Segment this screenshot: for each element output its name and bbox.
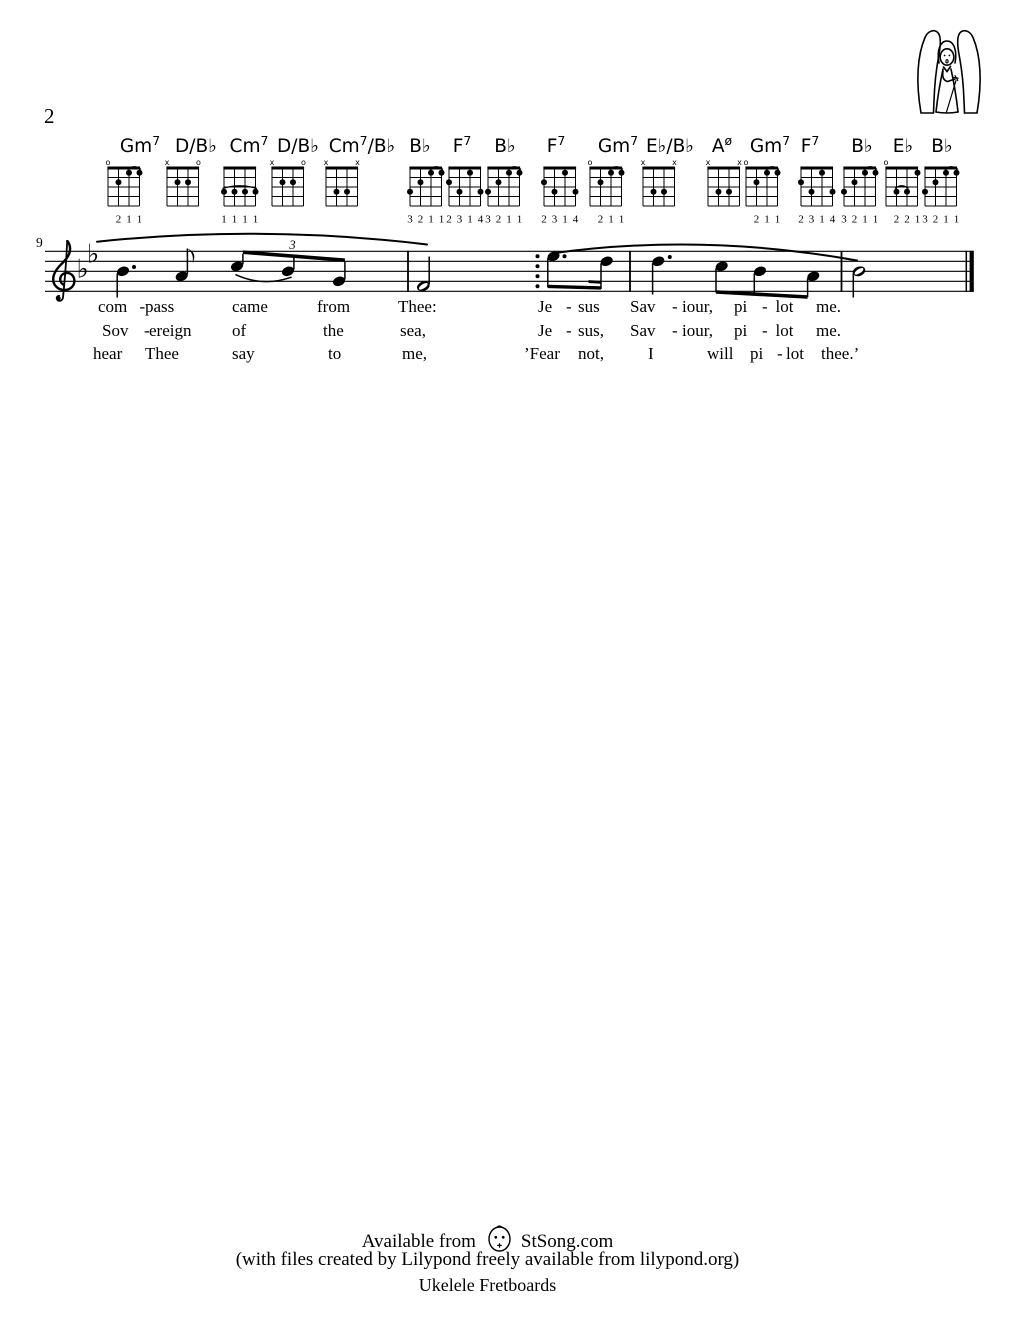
fretboard-diagram-db <box>160 159 206 225</box>
lyric-syllable: Je <box>538 320 553 340</box>
finger-dot <box>829 188 835 194</box>
fingering-number: 3 <box>922 213 928 225</box>
lyric-syllable: ereign <box>149 320 192 340</box>
open-string-marker: o <box>587 158 593 167</box>
finger-dot <box>851 179 857 185</box>
lyric-syllable: sus <box>578 297 600 317</box>
lyric-syllable: sea, <box>400 320 426 340</box>
finger-dot <box>344 188 350 194</box>
fingering-number: 1 <box>914 213 920 225</box>
fretboard-diagram-b <box>837 159 883 225</box>
note <box>174 249 194 283</box>
fingering-number: 1 <box>231 213 238 225</box>
finger-dot <box>175 179 181 185</box>
lyric-syllable: Sov <box>102 320 129 340</box>
finger-dot <box>456 188 462 194</box>
angel-eye-left <box>944 55 946 57</box>
repeat-dot <box>536 274 540 278</box>
finger-dot <box>954 169 960 175</box>
fingering-number: 1 <box>438 213 445 225</box>
chord-name-cm7b: Cm$^7$/B♭ <box>328 132 396 157</box>
lyric-hyphen: - <box>672 297 678 317</box>
finger-dot <box>280 179 286 185</box>
note <box>753 265 768 295</box>
fingering-number: 1 <box>126 213 132 225</box>
finger-dot <box>516 169 522 175</box>
chord-name-db: D/B♭ <box>277 135 319 157</box>
chord-name-gm7: Gm$^7$ <box>597 132 639 157</box>
angel-eye-right <box>949 55 951 57</box>
lyric-syllable: say <box>232 343 255 363</box>
fingering-number: 2 <box>417 213 424 225</box>
fingering-number: 1 <box>872 213 878 225</box>
muted-string-marker: x <box>164 158 170 167</box>
finger-dot <box>819 169 825 175</box>
fingering-number: 1 <box>608 213 614 225</box>
note <box>714 260 729 293</box>
fingering-number: 1 <box>818 213 825 225</box>
final-barline-thick <box>970 251 974 292</box>
fingering-number: 1 <box>242 213 248 225</box>
muted-string-marker: x <box>737 158 742 167</box>
fingering-number: 1 <box>774 213 780 225</box>
lyric-syllable: thee.’ <box>821 343 860 363</box>
finger-dot <box>943 169 949 175</box>
finger-dot <box>808 188 814 194</box>
chord-name-b: B♭ <box>494 135 516 157</box>
fingering-number: 3 <box>407 213 413 225</box>
slur <box>97 234 427 245</box>
fretboard-diagram-cm7b <box>319 159 365 225</box>
fretboard-diagram-cm7 <box>217 159 263 225</box>
open-string-marker: o <box>883 158 888 167</box>
fretboard-diagram-b <box>481 159 527 225</box>
chord-name-gm7: Gm$^7$ <box>749 132 791 157</box>
fingering-number: 1 <box>136 213 143 225</box>
fingering-number: 1 <box>561 213 568 225</box>
finger-dot <box>221 188 227 194</box>
tuplet-number: 3 <box>289 238 296 252</box>
finger-dot <box>232 188 238 194</box>
finger-dot <box>485 188 491 194</box>
finger-dot <box>753 179 759 185</box>
lyric-syllable: lot <box>775 297 794 317</box>
lyric-syllable: me. <box>816 320 842 340</box>
open-string-marker: o <box>743 158 748 167</box>
fingering-number: 1 <box>953 213 960 225</box>
fretboard-diagram-gm7 <box>739 159 785 225</box>
lyric-syllable: ’Fear <box>524 343 560 363</box>
finger-dot <box>290 179 296 185</box>
lyric-hyphen: - <box>762 320 768 340</box>
fingering-number: 2 <box>797 213 804 225</box>
finger-dot <box>407 188 413 194</box>
finger-dot <box>467 169 473 175</box>
chord-name-b: B♭ <box>931 135 953 157</box>
chord-name-f7: $F^7$ <box>452 132 472 157</box>
fingering-number: 1 <box>252 213 259 225</box>
finger-dot <box>253 188 259 194</box>
measure-number: 9 <box>36 235 43 250</box>
chord-name-f7: $F^7$ <box>546 132 566 157</box>
finger-dot <box>716 188 722 194</box>
lyric-syllable: to <box>328 343 342 363</box>
note <box>599 255 614 289</box>
lyric-syllable: not, <box>578 343 604 363</box>
finger-dot <box>904 188 910 194</box>
finger-dot <box>608 169 614 175</box>
beam <box>589 280 602 284</box>
finger-dot <box>598 179 604 185</box>
lyric-syllable: pass <box>145 297 175 317</box>
footer-available-from: Available from <box>361 1231 476 1252</box>
finger-dot <box>428 169 434 175</box>
chord-name-gm7: Gm$^7$ <box>119 132 161 157</box>
music-staff <box>30 228 985 306</box>
lyric-syllable: lot <box>786 343 804 363</box>
muted-string-marker: x <box>269 158 275 167</box>
augmentation-dot <box>132 265 136 269</box>
chord-name-b: B♭ <box>409 135 431 157</box>
lyric-syllable: Sav <box>630 320 656 340</box>
lyric-hyphen: - <box>762 297 768 317</box>
fingering-number: 2 <box>495 213 501 225</box>
fingering-number: 3 <box>840 213 847 225</box>
angel-collar <box>944 67 951 72</box>
fingering-number: 3 <box>808 213 814 225</box>
muted-string-marker: x <box>672 158 677 167</box>
finger-dot <box>562 169 568 175</box>
footer-lilypond-credit: (with files created by Lilypond freely available from lilypond.org) <box>235 1249 740 1270</box>
fingering-number: 4 <box>477 213 483 225</box>
fingering-number: 2 <box>851 213 857 225</box>
repeat-dot <box>536 284 540 288</box>
flat-sign: ♭ <box>87 239 100 270</box>
note <box>281 257 296 278</box>
lyric-syllable: pi <box>750 343 764 363</box>
repeat-dot <box>536 254 540 258</box>
lyric-syllable: Sav <box>630 297 656 317</box>
fingering-number: 2 <box>893 213 899 225</box>
lyric-syllable: iour, <box>682 320 713 340</box>
finger-dot <box>116 179 122 185</box>
fingering-number: 2 <box>115 213 122 225</box>
muted-string-marker: x <box>705 158 711 167</box>
fingering-number: 2 <box>540 213 547 225</box>
chord-name-eb: E♭/B♭ <box>645 135 695 157</box>
chord-name-f7: $F^7$ <box>800 132 820 157</box>
fingering-number: 4 <box>572 213 578 225</box>
angel-right-wing <box>958 31 981 113</box>
lyric-syllable: pi <box>734 297 748 317</box>
finger-dot <box>798 179 804 185</box>
lyric-hyphen: - <box>139 297 146 317</box>
augmentation-dot <box>563 254 567 258</box>
fingering-number: 1 <box>763 213 770 225</box>
fingering-number: 1 <box>943 213 949 225</box>
finger-dot <box>726 188 732 194</box>
lyric-syllable: me, <box>402 343 428 363</box>
note <box>332 262 347 288</box>
finger-dot <box>922 188 928 194</box>
fingering-number: 4 <box>829 213 835 225</box>
fretboard-diagram-eb <box>636 159 682 225</box>
fretboard-diagram-b <box>918 159 964 225</box>
flat-sign: ♭ <box>76 254 89 285</box>
lyric-syllable: from <box>317 297 351 317</box>
finger-dot <box>137 169 143 175</box>
lyric-syllable: Je <box>538 297 553 317</box>
fingering-number: 2 <box>932 213 939 225</box>
finger-dot <box>333 188 339 194</box>
lyric-syllable: iour, <box>682 297 713 317</box>
fingering-number: 1 <box>428 213 434 225</box>
lyric-syllable: came <box>232 297 268 317</box>
open-string-marker: o <box>105 158 111 167</box>
footer-title: Ukelele Fretboards <box>418 1275 557 1295</box>
finger-dot <box>541 179 547 185</box>
note <box>806 270 821 297</box>
chord-name-e: E♭ <box>892 135 914 157</box>
fingering-number: 1 <box>505 213 512 225</box>
finger-dot <box>933 179 939 185</box>
fingering-number: 3 <box>551 213 557 225</box>
beam <box>548 285 601 290</box>
note <box>230 254 245 273</box>
finger-dot <box>651 188 657 194</box>
open-string-marker: o <box>301 158 306 167</box>
lyric-syllable: pi <box>734 320 748 340</box>
note <box>416 257 432 294</box>
lyric-syllable: will <box>707 343 734 363</box>
fingering-number: 2 <box>753 213 759 225</box>
angel-fold <box>947 81 957 113</box>
lyric-syllable: com <box>98 297 128 317</box>
fingering-number: 2 <box>903 213 910 225</box>
lyric-syllable: hear <box>93 343 123 363</box>
lyric-hyphen: - <box>566 297 572 317</box>
finger-dot <box>185 179 191 185</box>
finger-dot <box>495 179 501 185</box>
finger-dot <box>551 188 557 194</box>
fretboard-diagram-gm7 <box>101 159 147 225</box>
finger-dot <box>872 169 878 175</box>
fretboard-diagram-f7 <box>537 159 583 225</box>
finger-dot <box>619 169 625 175</box>
footer-site-name: StSong.com <box>520 1231 614 1252</box>
chord-name-db: D/B♭ <box>175 135 217 157</box>
finger-dot <box>446 179 452 185</box>
fingering-number: 1 <box>466 213 473 225</box>
fingering-number: 1 <box>221 213 227 225</box>
fingering-number: 3 <box>484 213 491 225</box>
lyric-syllable: me. <box>816 297 842 317</box>
chord-name-a: $A^ø$ <box>711 132 733 157</box>
fretboard-diagram-gm7 <box>583 159 629 225</box>
lyric-hyphen: - <box>672 320 678 340</box>
fingering-number: 1 <box>861 213 868 225</box>
lyric-syllable: Thee: <box>398 297 437 317</box>
fretboard-diagram-f7 <box>794 159 840 225</box>
page-number: 2 <box>44 104 55 128</box>
muted-string-marker: x <box>323 158 328 167</box>
lyric-syllable: I <box>648 343 654 363</box>
lyric-hyphen: - <box>566 320 572 340</box>
finger-dot <box>841 188 847 194</box>
angel-logo-icon <box>913 23 985 116</box>
finger-dot <box>126 169 132 175</box>
finger-dot <box>418 179 424 185</box>
angel-mouth <box>946 60 948 63</box>
fingering-number: 2 <box>445 213 452 225</box>
lyric-syllable: Thee <box>145 343 179 363</box>
fretboard-diagram-db <box>265 159 311 225</box>
lyric-hyphen: - <box>777 343 783 363</box>
open-string-marker: o <box>196 158 201 167</box>
slur <box>551 245 857 261</box>
finger-dot <box>661 188 667 194</box>
chord-name-b: B♭ <box>851 135 873 157</box>
muted-string-marker: x <box>640 158 646 167</box>
finger-dot <box>893 188 899 194</box>
finger-dot <box>506 169 512 175</box>
lyric-syllable: lot <box>775 320 794 340</box>
chord-name-cm7: Cm$^7$ <box>229 132 269 157</box>
lyric-syllable: of <box>232 320 247 340</box>
muted-string-marker: x <box>354 158 360 167</box>
fingering-number: 1 <box>516 213 522 225</box>
fingering-number: 3 <box>456 213 462 225</box>
finger-dot <box>242 188 248 194</box>
lyric-syllable: the <box>323 320 344 340</box>
augmentation-dot <box>668 255 672 259</box>
finger-dot <box>774 169 780 175</box>
fingering-number: 1 <box>618 213 625 225</box>
lyric-hyphen: - <box>144 320 150 340</box>
fingering-number: 2 <box>597 213 604 225</box>
lyric-syllable: sus, <box>578 320 604 340</box>
slur <box>236 275 291 282</box>
repeat-dot <box>536 264 540 268</box>
finger-dot <box>862 169 868 175</box>
finger-dot <box>572 188 578 194</box>
finger-dot <box>764 169 770 175</box>
